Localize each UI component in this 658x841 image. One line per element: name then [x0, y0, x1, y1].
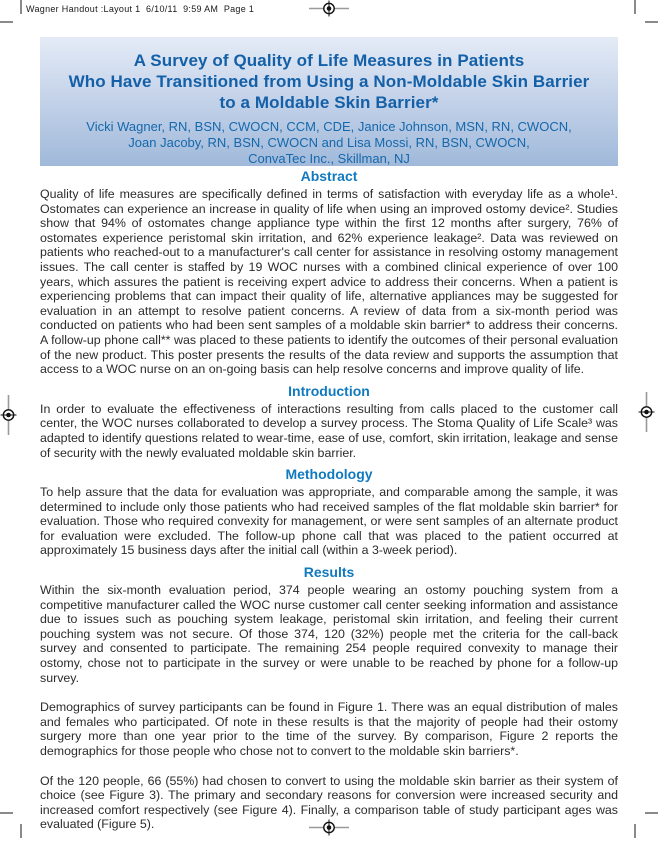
- section-heading-abstract: Abstract: [300, 168, 358, 184]
- title-line-3: to a Moldable Skin Barrier*: [219, 93, 439, 112]
- title-banner: [40, 37, 618, 166]
- results-paragraph-3: Of the 120 people, 66 (55%) had chosen to convert to using the moldable skin barrier as their system of choice (see Figure 3). The primary and secondary reasons for conversion were increased security and increased comfort respectively (see Figure 4). Finally, a comparison table of study participant ages was evaluated (Figure 5).: [40, 773, 618, 832]
- crop-mark-top-left-vertical: [20, 0, 22, 14]
- section-heading-introduction: Introduction: [288, 382, 370, 399]
- results-paragraph-2: Demographics of survey participants can be found in Figure 1. There was an equal distribution of males and females who participated. Of note in these results is that the majority of people had their ostomy surgery more than one year prior to the time of the survey. By comparison, Figure 2 reports the demographics for those people who chose not to convert to the moldable skin barriers*.: [40, 700, 618, 758]
- section-heading-methodology: Methodology: [285, 466, 373, 483]
- results-paragraph-1: Within the six-month evaluation period, 374 people wearing an ostomy pouching system from a competitive manufacturer called the WOC nurse customer call center seeking information and assistance due to issues such as pouching system leakage, peristomal skin irritation, and feeling their current pouching system was not secure. Of those 374, 120 (32%) people met the criteria for the call-back survey and consented to participate. The remaining 254 people required convexity to manage their ostomy, chose not to participate in the survey or were unable to be reached by phone for a follow-up survey.: [40, 583, 618, 685]
- crop-mark-bottom-right-horizontal: [645, 812, 658, 814]
- authors-line-1: Vicki Wagner, RN, BSN, CWOCN, CCM, CDE, Janice Johnson, MSN, RN, CWOCN,: [86, 119, 572, 134]
- crop-mark-bottom-right-vertical: [634, 824, 636, 838]
- registration-mark-icon: [309, 0, 349, 22]
- methodology-paragraph: To help assure that the data for evaluation was appropriate, and comparable among the sample, it was determined to include only those patients who had received samples of the flat moldable skin barrier* for evaluation. Those who required convexity for management, or were sent samples of an alternate product for evaluation were excluded. The follow-up phone call that was placed to the patient occurred at approximately 15 business days after the initial call (within a 3-week period).: [40, 485, 618, 558]
- introduction-paragraph: In order to evaluate the effectiveness of interactions resulting from calls placed to the customer call center, the WOC nurses collaborated to develop a survey process. The Stoma Quality of Life Scale³ was adapted to identify questions related to wear-time, ease of use, comfort, skin irritation, leakage and sense of security with the newly evaluated moldable skin barrier.: [40, 401, 618, 460]
- crop-mark-top-right-vertical: [634, 0, 636, 14]
- affiliation-line: ConvaTec Inc., Skillman, NJ: [248, 151, 410, 166]
- authors-block: [40, 119, 618, 167]
- print-slug: Wagner Handout :Layout 1 6/10/11 9:59 AM Page 1: [26, 4, 255, 14]
- title-line-1: A Survey of Quality of Life Measures in Patients: [133, 51, 525, 70]
- crop-mark-top-left-horizontal: [0, 21, 13, 23]
- registration-mark-icon: [0, 395, 17, 440]
- crop-mark-top-right-horizontal: [645, 21, 658, 23]
- crop-mark-bottom-left-vertical: [20, 824, 22, 838]
- poster-title: [40, 50, 618, 113]
- authors-line-2: Joan Jacoby, RN, BSN, CWOCN and Lisa Mossi, RN, BSN, CWOCN,: [128, 135, 530, 150]
- registration-mark-icon: [638, 392, 655, 437]
- title-line-2: Who Have Transitioned from Using a Non-Moldable Skin Barrier: [68, 72, 590, 91]
- abstract-paragraph: Quality of life measures are specifically defined in terms of satisfaction with everyday life as a whole¹. Ostomates can experience an increase in quality of life when using an improved ostomy device². Studies show that 94% of ostomates change appliance type within the first 12 months after surgery, 76% of ostomates experience peristomal skin irritation, and 62% experience leakage². Data was reviewed on patients who reached-out to a manufacturer's call center for assistance in resolving ostomy management issues. The call center is staffed by 19 WOC nurses with a combined clinical experience of over 100 years, which assures the patient is receiving expert advice to address their concerns. When a patient is experiencing problems that can impact their quality of life, alternative appliances may be suggested for evaluation in an attempt to resolve patient concerns. A review of data from a six-month period was conducted on patients who had been sent samples of a moldable skin barrier* to address their concerns. A follow-up phone call** was placed to these patients to identify the outcomes of their personal evaluation of the new product. This poster presents the results of the data review and supports the assumption that access to a WOC nurse on an on-going basis can help resolve concerns and improve quality of life.: [40, 187, 618, 377]
- document-body: [40, 169, 618, 832]
- crop-mark-bottom-left-horizontal: [0, 812, 13, 814]
- section-heading-results: Results: [303, 564, 355, 581]
